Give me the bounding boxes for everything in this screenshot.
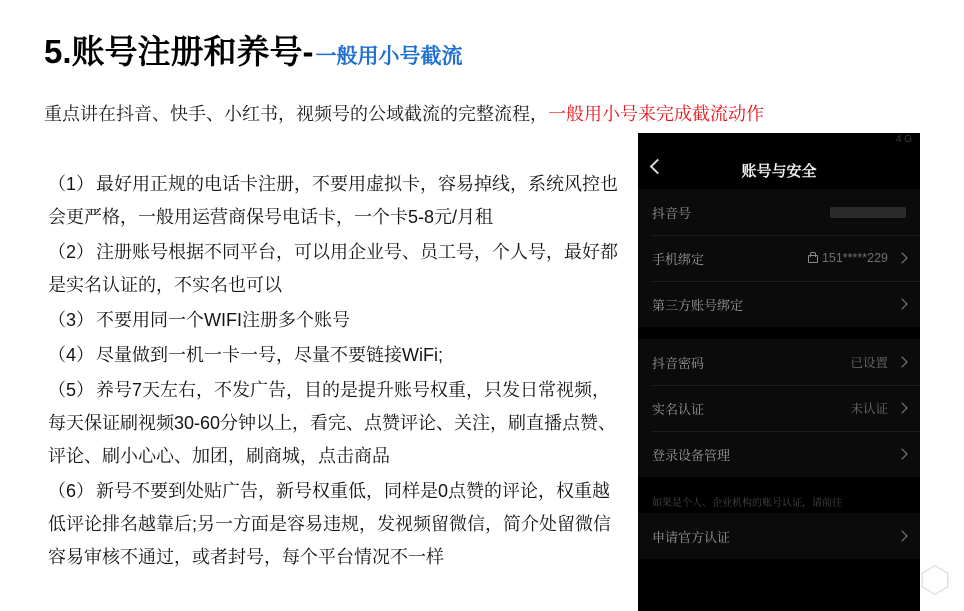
row-third-party-binding[interactable] <box>638 281 920 327</box>
settings-group <box>638 339 920 477</box>
list-item <box>48 168 628 234</box>
lead-highlight-text: 一般用小号来完成截流动作 <box>548 104 764 124</box>
nav-title: 账号与安全 <box>741 162 817 180</box>
chevron-right-icon <box>896 356 907 367</box>
hexagon-watermark-icon <box>918 563 952 597</box>
lead-prefix-text: 重点讲在抖音、快手、小红书，视频号的公域截流的完整流程， <box>44 104 548 124</box>
phone-status-bar <box>638 133 920 151</box>
phone-screenshot <box>638 133 920 611</box>
list-item-index: （1） <box>48 174 95 194</box>
row-value-redacted <box>830 207 906 218</box>
list-item-text: 不要用同一个WIFI注册多个账号 <box>96 310 351 330</box>
settings-group <box>638 489 920 559</box>
group-note: 如果是个人、企业机构的账号认证，请前往 <box>638 489 920 513</box>
list-item-text: 养号7天左右，不发广告，目的是提升账号权重，只发日常视频，每天保证刷视频30-60分钟以上，看完、点赞评论、关注，刷直播点赞、评论、刷小心心、加团，刷商城，点击商品 <box>48 380 617 466</box>
list-item-index: （3） <box>48 310 95 330</box>
row-label: 手机绑定 <box>652 251 705 267</box>
row-label: 抖音号 <box>652 205 692 221</box>
row-login-device-manage[interactable] <box>638 431 920 477</box>
row-value-text: 已设置 <box>850 356 888 370</box>
title-main-text: 5.账号注册和养号- <box>44 33 314 70</box>
row-value-text: 151*****229 <box>821 251 888 265</box>
phone-nav-bar <box>638 151 920 189</box>
row-label: 第三方账号绑定 <box>652 297 744 313</box>
title-sub-text: 一般用小号截流 <box>315 45 463 68</box>
list-item <box>48 475 628 574</box>
chevron-right-icon <box>896 252 907 263</box>
row-phone-binding[interactable] <box>638 235 920 281</box>
row-label: 抖音密码 <box>652 355 705 371</box>
list-item <box>48 339 628 372</box>
list-item-text: 最好用正规的电话卡注册，不要用虚拟卡，容易掉线，系统风控也会更严格，一般用运营商保号电话卡，一个卡5-8元/月租 <box>48 174 619 227</box>
list-item-text: 新号不要到处贴广告，新号权重低，同样是0点赞的评论，权重越低评论排名越靠后;另一方面是容易违规，发视频留微信，简介处留微信容易审核不通过，或者封号，每个平台情况不一样 <box>48 481 611 567</box>
row-value-text: 未认证 <box>850 402 888 416</box>
row-value <box>808 251 888 265</box>
row-label: 实名认证 <box>652 401 705 417</box>
list-item-text: 尽量做到一机一卡一号，尽量不要链接WiFi; <box>96 345 443 365</box>
row-label: 登录设备管理 <box>652 447 731 463</box>
list-item <box>48 304 628 337</box>
chevron-right-icon <box>896 448 907 459</box>
lock-icon <box>808 255 818 263</box>
group-divider <box>638 327 920 339</box>
row-douyin-id[interactable] <box>638 189 920 235</box>
page-title <box>44 26 463 73</box>
list-item-index: （2） <box>48 242 95 262</box>
row-label: 申请官方认证 <box>652 529 731 545</box>
group-divider <box>638 477 920 489</box>
list-item <box>48 374 628 473</box>
list-item-index: （4） <box>48 345 95 365</box>
row-douyin-password[interactable] <box>638 339 920 385</box>
row-real-name-auth[interactable] <box>638 385 920 431</box>
settings-group <box>638 189 920 327</box>
row-apply-official-auth[interactable] <box>638 513 920 559</box>
list-item-text: 注册账号根据不同平台，可以用企业号、员工号，个人号，最好都是实名认证的，不实名也可以 <box>48 242 619 295</box>
list-item <box>48 236 628 302</box>
list-item-index: （6） <box>48 481 95 501</box>
chevron-right-icon <box>896 530 907 541</box>
lead-paragraph <box>44 100 764 126</box>
network-label: 4 G <box>895 134 912 145</box>
chevron-right-icon <box>896 298 907 309</box>
list-item-index: （5） <box>48 380 95 400</box>
chevron-right-icon <box>896 402 907 413</box>
body-list <box>48 168 628 576</box>
